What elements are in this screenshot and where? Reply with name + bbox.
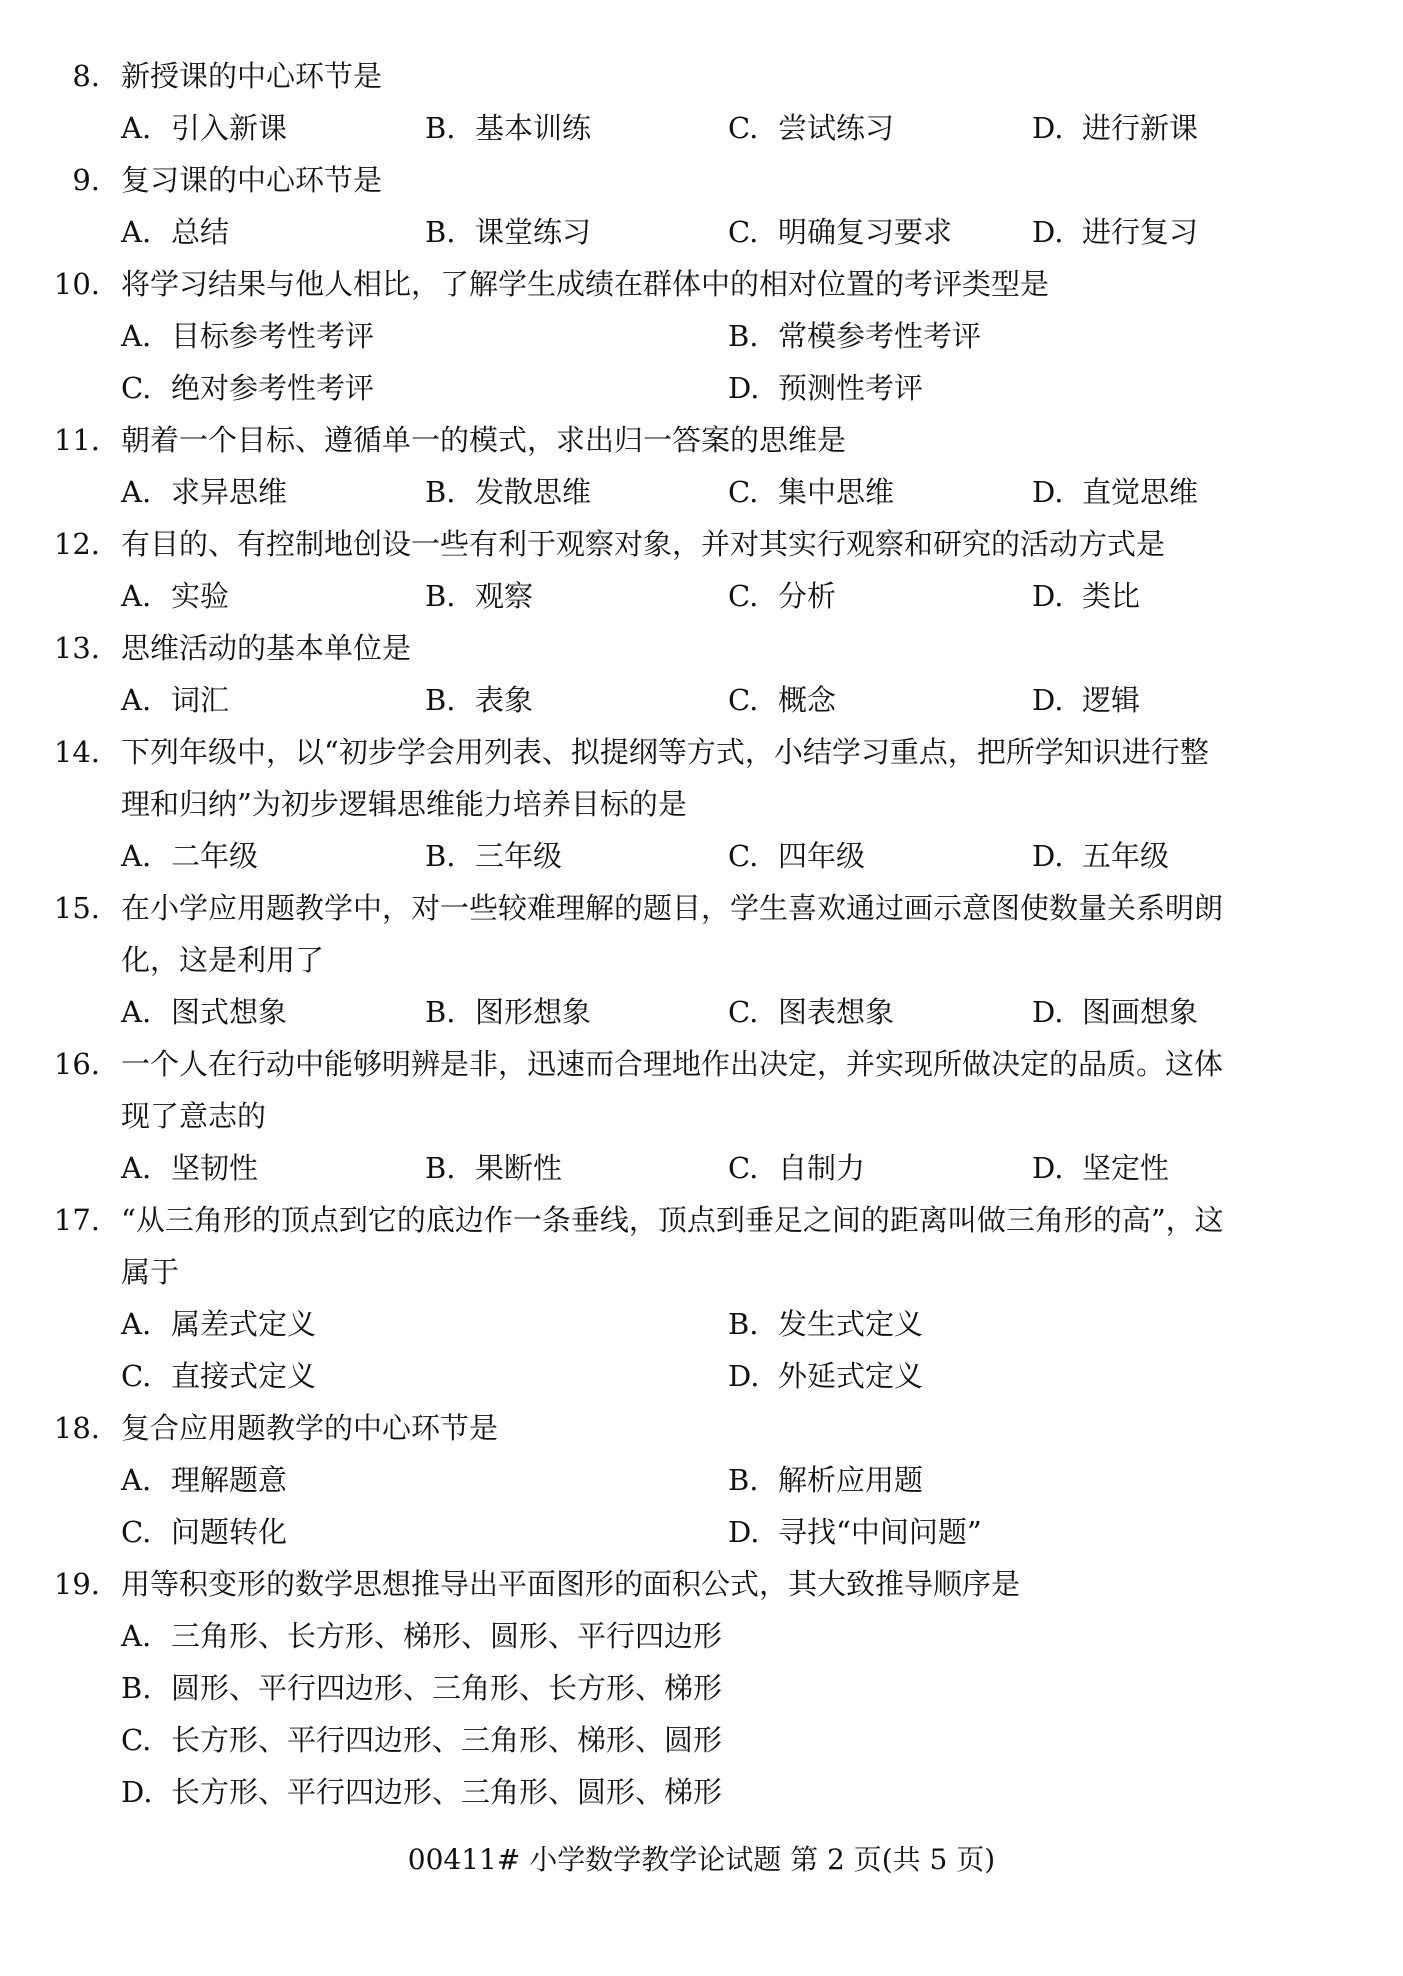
- option-row: [0, 674, 1403, 726]
- option-row: [0, 1714, 1403, 1766]
- question-text: “从三角形的顶点到它的底边作一条垂线，顶点到垂足之间的距离叫做三角形的高”，这: [121, 1203, 1224, 1237]
- option-group: [0, 1454, 1403, 1558]
- option-a: [121, 310, 374, 362]
- option-letter: A.: [121, 1619, 152, 1653]
- option-row: [0, 362, 1403, 414]
- option-c: [121, 1506, 287, 1558]
- option-letter: B.: [728, 1463, 759, 1497]
- option-letter: D.: [1032, 579, 1064, 613]
- option-text: 引入新课: [171, 111, 288, 145]
- question-line: [0, 1194, 1403, 1246]
- option-text: 自制力: [778, 1151, 866, 1185]
- question-line: [0, 726, 1403, 778]
- option-a: [121, 1610, 722, 1662]
- option-letter: B.: [121, 1671, 152, 1705]
- option-letter: C.: [728, 839, 759, 873]
- option-a: [121, 986, 287, 1038]
- option-letter: D.: [1032, 215, 1064, 249]
- option-b: [425, 1142, 562, 1194]
- question-number: 10.: [53, 267, 100, 301]
- option-c: [728, 830, 865, 882]
- question-text: 属于: [121, 1255, 180, 1289]
- option-text: 问题转化: [171, 1515, 288, 1549]
- option-c: [728, 206, 952, 258]
- option-text: 观察: [475, 579, 534, 613]
- option-group: [0, 570, 1403, 622]
- option-d: [728, 362, 923, 414]
- option-text: 发散思维: [475, 475, 592, 509]
- option-d: [1032, 570, 1140, 622]
- question-text: 思维活动的基本单位是: [121, 631, 412, 665]
- option-row: [0, 206, 1403, 258]
- option-text: 三角形、长方形、梯形、圆形、平行四边形: [171, 1619, 723, 1653]
- option-text: 常模参考性考评: [778, 319, 982, 353]
- option-letter: D.: [1032, 839, 1064, 873]
- option-text: 分析: [778, 579, 837, 613]
- option-letter: B.: [425, 683, 456, 717]
- option-text: 四年级: [778, 839, 866, 873]
- option-text: 进行复习: [1082, 215, 1199, 249]
- option-c: [121, 1714, 722, 1766]
- option-b: [728, 1454, 923, 1506]
- option-letter: D.: [1032, 475, 1064, 509]
- option-letter: C.: [728, 475, 759, 509]
- option-letter: A.: [121, 475, 152, 509]
- question: [0, 518, 1403, 622]
- option-letter: A.: [121, 1151, 152, 1185]
- question-text: 将学习结果与他人相比，了解学生成绩在群体中的相对位置的考评类型是: [121, 267, 1050, 301]
- option-text: 概念: [778, 683, 837, 717]
- question-text: 复合应用题教学的中心环节是: [121, 1411, 499, 1445]
- option-a: [121, 674, 229, 726]
- option-c: [121, 362, 374, 414]
- option-letter: B.: [728, 1307, 759, 1341]
- option-letter: D.: [728, 1359, 760, 1393]
- option-letter: D.: [1032, 683, 1064, 717]
- option-d: [1032, 1142, 1169, 1194]
- option-d: [1032, 206, 1198, 258]
- question-text: 化，这是利用了: [121, 943, 325, 977]
- option-text: 圆形、平行四边形、三角形、长方形、梯形: [171, 1671, 723, 1705]
- question-line: [0, 1246, 1403, 1298]
- question-line: [0, 154, 1403, 206]
- option-group: [0, 466, 1403, 518]
- option-row: [0, 1298, 1403, 1350]
- question: [0, 154, 1403, 258]
- option-text: 发生式定义: [778, 1307, 924, 1341]
- option-row: [0, 1454, 1403, 1506]
- option-b: [425, 102, 591, 154]
- option-text: 外延式定义: [778, 1359, 924, 1393]
- option-b: [425, 830, 562, 882]
- option-row: [0, 1350, 1403, 1402]
- option-letter: C.: [121, 371, 152, 405]
- option-c: [728, 102, 894, 154]
- option-row: [0, 310, 1403, 362]
- option-letter: C.: [728, 995, 759, 1029]
- option-group: [0, 206, 1403, 258]
- question: [0, 726, 1403, 882]
- question-text: 朝着一个目标、遵循单一的模式，求出归一答案的思维是: [121, 423, 847, 457]
- option-row: [0, 570, 1403, 622]
- question-line: [0, 1038, 1403, 1090]
- question: [0, 258, 1403, 414]
- option-letter: D.: [728, 1515, 760, 1549]
- option-letter: B.: [425, 839, 456, 873]
- question-text: 现了意志的: [121, 1099, 267, 1133]
- question-text: 在小学应用题教学中，对一些较难理解的题目，学生喜欢通过画示意图使数量关系明朗: [121, 891, 1224, 925]
- option-text: 类比: [1082, 579, 1141, 613]
- question-text: 复习课的中心环节是: [121, 163, 383, 197]
- option-text: 明确复习要求: [778, 215, 953, 249]
- option-letter: A.: [121, 1463, 152, 1497]
- option-text: 表象: [475, 683, 534, 717]
- option-letter: C.: [728, 579, 759, 613]
- question-number: 13.: [53, 631, 100, 665]
- question-text: 理和归纳”为初步逻辑思维能力培养目标的是: [121, 787, 687, 821]
- option-c: [728, 674, 836, 726]
- option-c: [728, 570, 836, 622]
- option-c: [728, 986, 894, 1038]
- option-a: [121, 1298, 316, 1350]
- option-letter: B.: [425, 579, 456, 613]
- question-number: 11.: [53, 423, 100, 457]
- option-group: [0, 1142, 1403, 1194]
- option-text: 二年级: [171, 839, 259, 873]
- option-text: 图形想象: [475, 995, 592, 1029]
- option-letter: A.: [121, 995, 152, 1029]
- question-line: [0, 934, 1403, 986]
- option-text: 坚定性: [1082, 1151, 1170, 1185]
- page-footer: 00411# 小学数学教学论试题 第 2 页(共 5 页): [407, 1843, 996, 1876]
- option-text: 尝试练习: [778, 111, 895, 145]
- option-a: [121, 1454, 287, 1506]
- option-letter: A.: [121, 215, 152, 249]
- option-text: 图表想象: [778, 995, 895, 1029]
- option-group: [0, 1298, 1403, 1402]
- option-text: 图式想象: [171, 995, 288, 1029]
- option-row: [0, 1506, 1403, 1558]
- option-b: [121, 1662, 722, 1714]
- option-a: [121, 1142, 258, 1194]
- option-text: 三年级: [475, 839, 563, 873]
- option-a: [121, 570, 229, 622]
- option-text: 总结: [171, 215, 230, 249]
- option-c: [728, 466, 894, 518]
- option-letter: D.: [121, 1775, 153, 1809]
- question-text: 用等积变形的数学思想推导出平面图形的面积公式，其大致推导顺序是: [121, 1567, 1021, 1601]
- option-text: 预测性考评: [778, 371, 924, 405]
- option-letter: C.: [121, 1723, 152, 1757]
- question-number: 17.: [53, 1203, 100, 1237]
- option-group: [0, 986, 1403, 1038]
- option-letter: A.: [121, 1307, 152, 1341]
- question-number: 12.: [53, 527, 100, 561]
- option-letter: D.: [1032, 1151, 1064, 1185]
- option-d: [1032, 674, 1140, 726]
- option-group: [0, 830, 1403, 882]
- option-text: 直接式定义: [171, 1359, 317, 1393]
- option-a: [121, 102, 287, 154]
- option-d: [728, 1506, 982, 1558]
- option-letter: D.: [1032, 995, 1064, 1029]
- option-b: [728, 310, 981, 362]
- option-text: 图画想象: [1082, 995, 1199, 1029]
- option-text: 五年级: [1082, 839, 1170, 873]
- option-text: 目标参考性考评: [171, 319, 375, 353]
- option-letter: B.: [425, 995, 456, 1029]
- option-text: 坚韧性: [171, 1151, 259, 1185]
- option-row: [0, 1142, 1403, 1194]
- option-group: [0, 310, 1403, 414]
- option-letter: B.: [728, 319, 759, 353]
- option-letter: A.: [121, 111, 152, 145]
- question-line: [0, 50, 1403, 102]
- question-number: 9.: [72, 163, 100, 197]
- option-letter: C.: [121, 1359, 152, 1393]
- question-number: 15.: [53, 891, 100, 925]
- option-b: [425, 466, 591, 518]
- option-c: [728, 1142, 865, 1194]
- question-line: [0, 414, 1403, 466]
- option-text: 课堂练习: [475, 215, 592, 249]
- option-text: 寻找“中间问题”: [778, 1515, 982, 1549]
- question-number: 14.: [53, 735, 100, 769]
- question-number: 19.: [53, 1567, 100, 1601]
- option-text: 属差式定义: [171, 1307, 317, 1341]
- option-text: 基本训练: [475, 111, 592, 145]
- option-group: [0, 1610, 1403, 1818]
- option-group: [0, 674, 1403, 726]
- question: [0, 1558, 1403, 1818]
- question: [0, 1402, 1403, 1558]
- question-text: 有目的、有控制地创设一些有利于观察对象，并对其实行观察和研究的活动方式是: [121, 527, 1166, 561]
- option-text: 长方形、平行四边形、三角形、梯形、圆形: [171, 1723, 723, 1757]
- option-letter: D.: [1032, 111, 1064, 145]
- question: [0, 414, 1403, 518]
- question-text: 下列年级中，以“初步学会用列表、拟提纲等方式，小结学习重点，把所学知识进行整: [121, 735, 1209, 769]
- option-text: 绝对参考性考评: [171, 371, 375, 405]
- option-letter: D.: [728, 371, 760, 405]
- option-d: [121, 1766, 722, 1818]
- option-row: [0, 830, 1403, 882]
- option-letter: C.: [121, 1515, 152, 1549]
- option-text: 词汇: [171, 683, 230, 717]
- option-text: 理解题意: [171, 1463, 288, 1497]
- option-letter: B.: [425, 1151, 456, 1185]
- option-letter: A.: [121, 319, 152, 353]
- question: [0, 50, 1403, 154]
- question-line: [0, 778, 1403, 830]
- option-text: 集中思维: [778, 475, 895, 509]
- option-d: [1032, 986, 1198, 1038]
- question-line: [0, 882, 1403, 934]
- question-line: [0, 1402, 1403, 1454]
- option-d: [1032, 830, 1169, 882]
- option-text: 逻辑: [1082, 683, 1141, 717]
- option-letter: C.: [728, 111, 759, 145]
- option-text: 求异思维: [171, 475, 288, 509]
- option-a: [121, 830, 258, 882]
- option-a: [121, 206, 229, 258]
- option-group: [0, 102, 1403, 154]
- option-letter: A.: [121, 839, 152, 873]
- option-d: [728, 1350, 923, 1402]
- question-line: [0, 1090, 1403, 1142]
- option-letter: C.: [728, 1151, 759, 1185]
- option-c: [121, 1350, 316, 1402]
- option-row: [0, 102, 1403, 154]
- option-text: 解析应用题: [778, 1463, 924, 1497]
- option-letter: C.: [728, 215, 759, 249]
- question-text: 一个人在行动中能够明辨是非，迅速而合理地作出决定，并实现所做决定的品质。这体: [121, 1047, 1224, 1081]
- option-d: [1032, 102, 1198, 154]
- question-line: [0, 518, 1403, 570]
- option-row: [0, 466, 1403, 518]
- option-b: [425, 206, 591, 258]
- question: [0, 622, 1403, 726]
- option-letter: B.: [425, 215, 456, 249]
- option-letter: B.: [425, 475, 456, 509]
- option-letter: A.: [121, 579, 152, 613]
- option-b: [425, 986, 591, 1038]
- option-row: [0, 1610, 1403, 1662]
- option-text: 进行新课: [1082, 111, 1199, 145]
- question-line: [0, 622, 1403, 674]
- option-text: 果断性: [475, 1151, 563, 1185]
- option-b: [425, 674, 533, 726]
- option-d: [1032, 466, 1198, 518]
- question: [0, 1194, 1403, 1402]
- option-b: [728, 1298, 923, 1350]
- option-letter: B.: [425, 111, 456, 145]
- question-text: 新授课的中心环节是: [121, 59, 383, 93]
- question-number: 18.: [53, 1411, 100, 1445]
- option-letter: C.: [728, 683, 759, 717]
- option-a: [121, 466, 287, 518]
- option-row: [0, 986, 1403, 1038]
- option-text: 实验: [171, 579, 230, 613]
- option-row: [0, 1766, 1403, 1818]
- question: [0, 1038, 1403, 1194]
- question-line: [0, 1558, 1403, 1610]
- question-number: 8.: [72, 59, 100, 93]
- question-number: 16.: [53, 1047, 100, 1081]
- option-letter: A.: [121, 683, 152, 717]
- question-line: [0, 258, 1403, 310]
- question-list: [0, 50, 1403, 1818]
- option-b: [425, 570, 533, 622]
- option-text: 长方形、平行四边形、三角形、圆形、梯形: [171, 1775, 723, 1809]
- option-row: [0, 1662, 1403, 1714]
- option-text: 直觉思维: [1082, 475, 1199, 509]
- question: [0, 882, 1403, 1038]
